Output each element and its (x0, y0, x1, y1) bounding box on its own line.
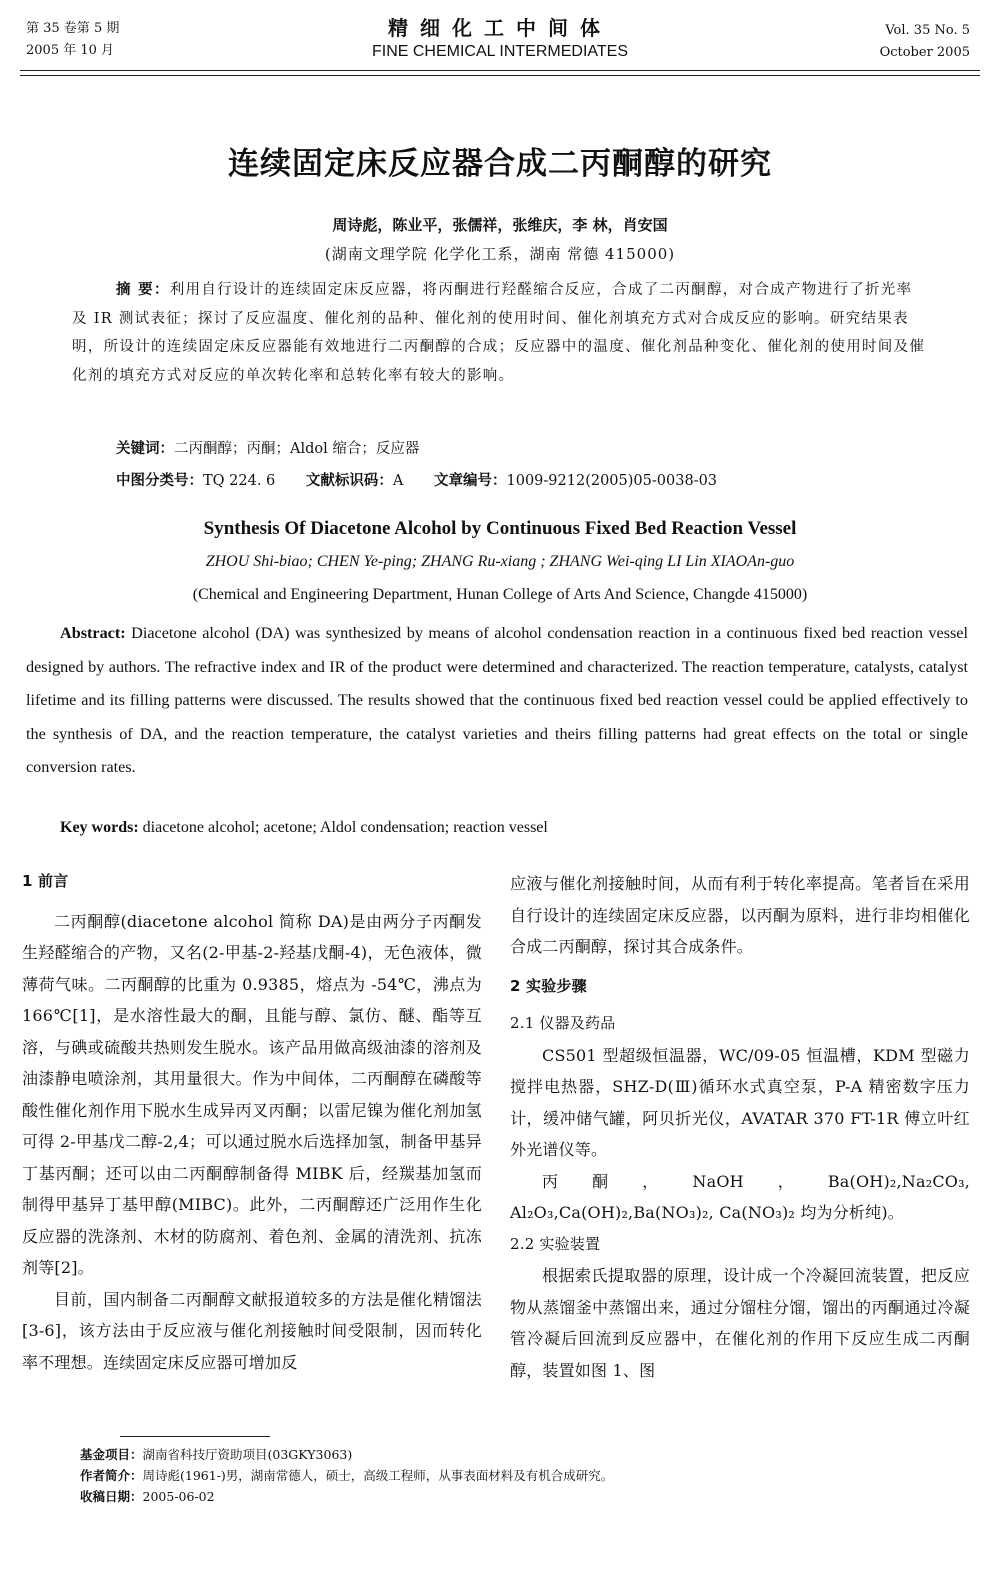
abstract-cn (72, 276, 928, 390)
footnote-author (80, 1465, 613, 1486)
paper-title: 连续固定床反应器合成二丙酮醇的研究 (228, 146, 772, 182)
abstract-label-en: Abstract: (60, 624, 126, 642)
footnotes (80, 1444, 613, 1507)
clc-label: 中图分类号： (116, 473, 203, 489)
journal-issue-en (880, 20, 970, 64)
reagents-paragraph: 丙酮，NaOH，Ba(OH)₂,Na₂CO₃, Al₂O₃,Ca(OH)₂,Ba(NO₃)₂, Ca(NO₃)₂ 均为分析纯)。 (510, 1171, 970, 1222)
header-rule-thin (20, 75, 980, 76)
keywords-label-en: Key words: (60, 819, 139, 836)
body-left-column (22, 866, 482, 1378)
authors-en: ZHOU Shi-biao; CHEN Ye-ping; ZHANG Ru-xiang ; ZHANG Wei-qing LI Lin XIAOAn-guo (205, 553, 795, 570)
footnote-fund (80, 1444, 613, 1465)
keywords-cn (116, 437, 419, 458)
abstract-label-cn: 摘 要： (116, 282, 170, 298)
received-date-text: 2005-06-02 (142, 1489, 215, 1504)
body-right-column (510, 868, 970, 1386)
doc-code-value: A (392, 473, 404, 489)
keywords-text-en: diacetone alcohol; acetone; Aldol condensation; reaction vessel (138, 819, 548, 836)
section-heading-experiment: 2 实验步骤 (510, 976, 587, 995)
intro-paragraph-1: 二丙酮醇(diacetone alcohol 简称 DA)是由两分子丙酮发生羟醛缩合的产物，又名(2-甲基-2-羟基戊酮-4)，无色液体，微薄荷气味。二丙酮醇的比重为 0.9385，熔点为 -54℃，沸点为 166℃[1]，是水溶性最大的酮，且能与醇、氯仿、醚、酯等互溶，与碘或硫酸共热则发生脱水。该产品用做高级油漆的溶剂及油漆静电喷涂剂，其用量很大。作为中间体，二丙酮醇在磷酸等酸性催化剂作用下脱水生成异丙叉丙酮；以雷尼镍为催化剂加氢可得 2-甲基戊二醇-2,4；可以通过脱水后选择加氢，制备甲基异丁基丙酮；还可以由二丙酮醇制备得 MIBK 后，经羰基加氢而制得甲基异丁基甲醇(MIBC)。此外，二丙酮醇还广泛用作生化反应器的洗涤剂、木材的防腐剂、着色剂、金属的清洗剂、抗冻剂等[2]。 (22, 911, 482, 1277)
header-rule-thick (20, 70, 980, 71)
keywords-text-cn: 二丙酮醇；丙酮；Aldol 缩合；反应器 (174, 441, 420, 457)
subsection-heading-apparatus: 2.2 实验装置 (510, 1234, 601, 1253)
author-bio-text: 周诗彪(1961-)男，湖南常德人，硕士，高级工程师，从事表面材料及有机合成研究。 (142, 1468, 614, 1483)
fund-label: 基金项目： (80, 1447, 143, 1462)
subsection-heading-instruments: 2.1 仪器及药品 (510, 1014, 616, 1032)
intro-paragraph-continued: 应液与催化剂接触时间，从而有利于转化率提高。笔者旨在采用自行设计的连续固定床反应器，以丙酮为原料，进行非均相催化合成二丙酮醇，探讨其合成条件。 (510, 874, 970, 956)
fund-text: 湖南省科技厅资助项目(03GKY3063) (142, 1447, 353, 1462)
article-number-value: 1009-9212(2005)05-0038-03 (506, 473, 718, 489)
journal-title (0, 12, 1000, 61)
journal-title-en: FINE CHEMICAL INTERMEDIATES (371, 43, 629, 60)
author-bio-label: 作者简介： (80, 1468, 143, 1483)
abstract-text-en: Diacetone alcohol (DA) was synthesized by means of alcohol condensation reaction in a continuous fixed bed reaction vessel designed by authors. The refractive index and IR of the product were determined and characterized. The reaction temperature, catalysts, catalyst lifetime and its filling patterns were discussed. The results showed that the continuous fixed bed reaction vessel could be applied effectively to the synthesis of DA, and the reaction temperature, the catalyst varieties and theirs filling patterns had great effects on the total or single conversion rates. (26, 624, 968, 776)
volume-issue-cn: 第 35 卷第 5 期 (26, 21, 120, 36)
section-heading-intro: 1 前言 (22, 872, 69, 890)
date-cn: 2005 年 10 月 (26, 43, 115, 58)
abstract-text-cn: 利用自行设计的连续固定床反应器，将丙酮进行羟醛缩合反应，合成了二丙酮醇，对合成产物进行了折光率及 IR 测试表征；探讨了反应温度、催化剂的品种、催化剂的使用时间、催化剂填充方式对合成反应的影响。研究结果表明，所设计的连续固定床反应器能有效地进行二丙酮醇的合成；反应器中的温度、催化剂品种变化、催化剂的使用时间及催化剂的填充方式对反应的单次转化率和总转化率有较大的影响。 (72, 282, 926, 384)
volume-issue-en: Vol. 35 No. 5 (885, 23, 970, 38)
footnote-rule (120, 1436, 270, 1437)
abstract-en (26, 617, 968, 785)
keywords-label-cn: 关键词： (116, 441, 174, 457)
keywords-en (60, 819, 548, 837)
received-date-label: 收稿日期： (80, 1489, 143, 1504)
instruments-paragraph: CS501 型超级恒温器，WC/09-05 恒温槽，KDM 型磁力搅拌电热器，SHZ-D(Ⅲ)循环水式真空泵，P-A 精密数字压力计，缓冲储气罐，阿贝折光仪，AVATAR 370 FT-1R 傅立叶红外光谱仪等。 (510, 1045, 970, 1159)
classification-line (116, 469, 717, 490)
date-en: October 2005 (879, 45, 970, 60)
article-number-label: 文章编号： (434, 473, 507, 489)
affiliation-cn: (湖南文理学院 化学化工系，湖南 常德 415000) (324, 245, 676, 263)
doc-code-label: 文献标识码： (305, 473, 393, 489)
journal-title-cn: 精细化工中间体 (388, 16, 612, 40)
affiliation-en: (Chemical and Engineering Department, Hunan College of Arts And Science, Changde 415000) (192, 586, 808, 603)
paper-title-en: Synthesis Of Diacetone Alcohol by Continuous Fixed Bed Reaction Vessel (203, 518, 797, 539)
authors-cn: 周诗彪，陈业平，张儒祥，张维庆，李 林，肖安国 (332, 216, 668, 234)
clc-value: TQ 224. 6 (203, 473, 276, 489)
intro-paragraph-2: 目前，国内制备二丙酮醇文献报道较多的方法是催化精馏法[3-6]，该方法由于反应液与催化剂接触时间受限制，因而转化率不理想。连续固定床反应器可增加反 (22, 1289, 482, 1372)
apparatus-paragraph: 根据索氏提取器的原理，设计成一个冷凝回流装置，把反应物从蒸馏釜中蒸馏出来，通过分馏柱分馏，馏出的丙酮通过冷凝管冷凝后回流到反应器中，在催化剂的作用下反应生成二丙酮醇，装置如图 1、图 (510, 1266, 970, 1380)
footnote-date (80, 1486, 613, 1507)
